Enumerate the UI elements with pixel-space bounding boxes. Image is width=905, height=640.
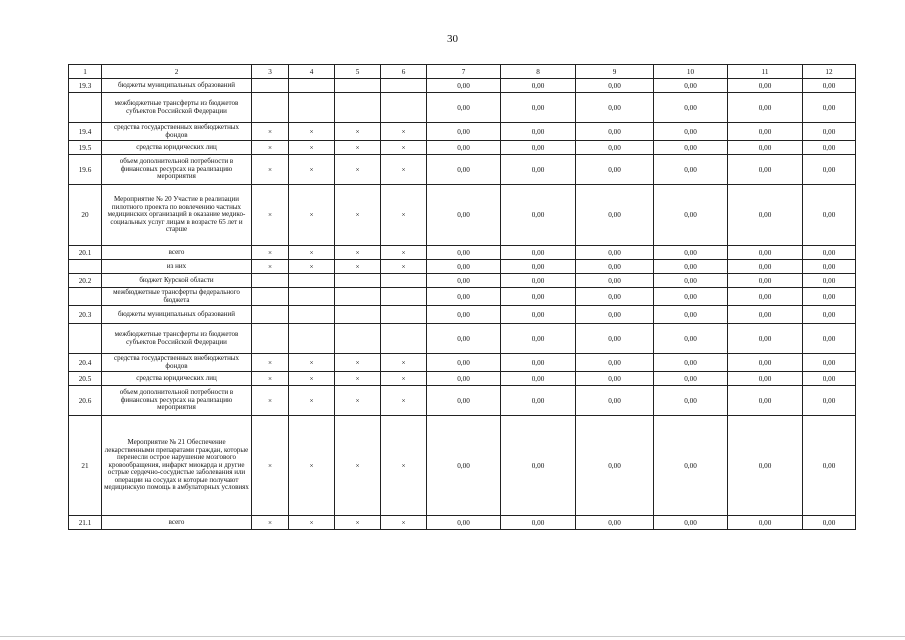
col3-cell [252,288,289,306]
value-cell: 0,00 [728,288,803,306]
col3-cell: × [252,354,289,372]
table-row [69,354,856,372]
col4-cell: × [289,416,335,516]
value-cell: 0,00 [728,260,803,274]
value-cell: 0,00 [576,416,654,516]
value-cell: 0,00 [803,185,856,246]
value-cell: 0,00 [427,185,501,246]
row-number-cell [69,260,102,274]
value-cell: 0,00 [803,141,856,155]
value-cell: 0,00 [501,386,576,416]
table-row [69,324,856,354]
col3-cell: × [252,185,289,246]
col3-cell: × [252,155,289,185]
column-header: 3 [252,65,289,79]
value-cell: 0,00 [427,288,501,306]
value-cell: 0,00 [654,324,728,354]
col5-cell [335,79,381,93]
col3-cell [252,93,289,123]
value-cell: 0,00 [803,516,856,530]
row-description-cell: из них [102,260,252,274]
col4-cell: × [289,185,335,246]
value-cell: 0,00 [501,155,576,185]
col6-cell: × [381,372,427,386]
value-cell: 0,00 [728,274,803,288]
table-row [69,79,856,93]
value-cell: 0,00 [576,246,654,260]
value-cell: 0,00 [576,372,654,386]
col3-cell: × [252,416,289,516]
column-header: 5 [335,65,381,79]
value-cell: 0,00 [803,274,856,288]
row-number-cell [69,93,102,123]
col5-cell: × [335,386,381,416]
value-cell: 0,00 [501,79,576,93]
row-number-cell [69,288,102,306]
row-description-cell: всего [102,246,252,260]
row-description-cell: средства государственных внебюджетных фондов [102,354,252,372]
row-number-cell [69,324,102,354]
row-number-cell: 21.1 [69,516,102,530]
table-row [69,141,856,155]
value-cell: 0,00 [576,274,654,288]
col6-cell [381,306,427,324]
table-row [69,306,856,324]
row-description-cell: объем дополнительной потребности в финансовых ресурсах на реализацию мероприятия [102,155,252,185]
value-cell: 0,00 [654,306,728,324]
table-row [69,246,856,260]
row-number-cell: 20.6 [69,386,102,416]
value-cell: 0,00 [427,246,501,260]
col4-cell: × [289,246,335,260]
value-cell: 0,00 [728,246,803,260]
value-cell: 0,00 [728,416,803,516]
value-cell: 0,00 [803,79,856,93]
value-cell: 0,00 [427,416,501,516]
col6-cell: × [381,260,427,274]
col5-cell: × [335,416,381,516]
row-number-cell: 19.4 [69,123,102,141]
value-cell: 0,00 [803,416,856,516]
col5-cell: × [335,354,381,372]
col3-cell: × [252,260,289,274]
value-cell: 0,00 [427,386,501,416]
col5-cell [335,93,381,123]
col4-cell [289,324,335,354]
value-cell: 0,00 [654,386,728,416]
value-cell: 0,00 [427,516,501,530]
col4-cell: × [289,155,335,185]
value-cell: 0,00 [576,155,654,185]
budget-table [68,64,856,530]
value-cell: 0,00 [576,306,654,324]
col6-cell [381,79,427,93]
col5-cell: × [335,123,381,141]
row-number-cell: 19.3 [69,79,102,93]
col6-cell: × [381,516,427,530]
value-cell: 0,00 [576,324,654,354]
column-header: 2 [102,65,252,79]
col3-cell: × [252,372,289,386]
value-cell: 0,00 [654,93,728,123]
table-row [69,185,856,246]
value-cell: 0,00 [803,155,856,185]
value-cell: 0,00 [427,274,501,288]
row-description-cell: межбюджетные трансферты из бюджетов субъектов Российской Федерации [102,324,252,354]
row-description-cell: бюджет Курской области [102,274,252,288]
table-row [69,372,856,386]
col6-cell: × [381,123,427,141]
value-cell: 0,00 [427,324,501,354]
column-header: 11 [728,65,803,79]
column-header: 9 [576,65,654,79]
value-cell: 0,00 [728,155,803,185]
row-description-cell: бюджеты муниципальных образований [102,306,252,324]
value-cell: 0,00 [654,260,728,274]
row-description-cell: всего [102,516,252,530]
table-row [69,274,856,288]
col4-cell: × [289,386,335,416]
value-cell: 0,00 [803,306,856,324]
value-cell: 0,00 [803,260,856,274]
row-description-cell: средства государственных внебюджетных фондов [102,123,252,141]
row-number-cell: 20.4 [69,354,102,372]
col4-cell: × [289,372,335,386]
col5-cell: × [335,260,381,274]
value-cell: 0,00 [654,246,728,260]
row-description-cell: Мероприятие № 20 Участие в реализации пилотного проекта по вовлечению частных медицинских организаций в оказание медико-социальных услуг лицам в возрасте 65 лет и старше [102,185,252,246]
col4-cell: × [289,354,335,372]
value-cell: 0,00 [427,354,501,372]
value-cell: 0,00 [501,354,576,372]
column-header: 1 [69,65,102,79]
col6-cell [381,274,427,288]
column-header: 6 [381,65,427,79]
value-cell: 0,00 [427,123,501,141]
row-number-cell: 20.2 [69,274,102,288]
col4-cell: × [289,516,335,530]
value-cell: 0,00 [728,79,803,93]
value-cell: 0,00 [576,93,654,123]
col4-cell [289,93,335,123]
row-number-cell: 20.3 [69,306,102,324]
value-cell: 0,00 [654,274,728,288]
value-cell: 0,00 [576,123,654,141]
value-cell: 0,00 [501,416,576,516]
column-header: 7 [427,65,501,79]
col6-cell [381,288,427,306]
value-cell: 0,00 [576,354,654,372]
value-cell: 0,00 [501,185,576,246]
table-row [69,516,856,530]
col6-cell: × [381,386,427,416]
col6-cell: × [381,416,427,516]
value-cell: 0,00 [501,246,576,260]
value-cell: 0,00 [803,354,856,372]
column-header: 8 [501,65,576,79]
value-cell: 0,00 [728,123,803,141]
header-row [69,65,856,79]
col5-cell: × [335,185,381,246]
value-cell: 0,00 [728,354,803,372]
value-cell: 0,00 [654,141,728,155]
row-description-cell: объем дополнительной потребности в финансовых ресурсах на реализацию мероприятия [102,386,252,416]
row-number-cell: 19.6 [69,155,102,185]
value-cell: 0,00 [728,516,803,530]
col3-cell [252,324,289,354]
value-cell: 0,00 [576,185,654,246]
page-number: 30 [447,33,458,45]
value-cell: 0,00 [728,141,803,155]
col5-cell [335,306,381,324]
value-cell: 0,00 [576,79,654,93]
row-number-cell: 21 [69,416,102,516]
col5-cell: × [335,516,381,530]
value-cell: 0,00 [501,141,576,155]
table-body [69,65,856,530]
value-cell: 0,00 [576,141,654,155]
col5-cell: × [335,246,381,260]
col5-cell [335,288,381,306]
col4-cell [289,306,335,324]
value-cell: 0,00 [803,386,856,416]
row-description-cell: межбюджетные трансферты из бюджетов субъектов Российской Федерации [102,93,252,123]
table-row [69,93,856,123]
col6-cell: × [381,246,427,260]
value-cell: 0,00 [501,288,576,306]
value-cell: 0,00 [501,516,576,530]
col6-cell: × [381,155,427,185]
col4-cell [289,288,335,306]
value-cell: 0,00 [728,386,803,416]
value-cell: 0,00 [728,306,803,324]
value-cell: 0,00 [576,516,654,530]
value-cell: 0,00 [803,93,856,123]
value-cell: 0,00 [427,93,501,123]
col3-cell [252,306,289,324]
value-cell: 0,00 [728,372,803,386]
value-cell: 0,00 [654,123,728,141]
col5-cell [335,274,381,288]
value-cell: 0,00 [427,306,501,324]
budget-table-container [68,64,855,530]
value-cell: 0,00 [427,155,501,185]
value-cell: 0,00 [576,386,654,416]
row-number-cell: 20.1 [69,246,102,260]
table-row [69,155,856,185]
value-cell: 0,00 [501,93,576,123]
row-description-cell: средства юридических лиц [102,141,252,155]
col6-cell: × [381,185,427,246]
col5-cell: × [335,141,381,155]
col3-cell [252,274,289,288]
value-cell: 0,00 [501,372,576,386]
value-cell: 0,00 [427,372,501,386]
col6-cell [381,324,427,354]
value-cell: 0,00 [803,372,856,386]
value-cell: 0,00 [728,93,803,123]
table-row [69,288,856,306]
scan-edge-line [0,636,905,637]
value-cell: 0,00 [576,288,654,306]
value-cell: 0,00 [654,185,728,246]
col4-cell [289,79,335,93]
value-cell: 0,00 [654,516,728,530]
value-cell: 0,00 [803,288,856,306]
row-number-cell: 19.5 [69,141,102,155]
value-cell: 0,00 [427,260,501,274]
value-cell: 0,00 [803,123,856,141]
value-cell: 0,00 [427,79,501,93]
col3-cell: × [252,386,289,416]
col6-cell: × [381,354,427,372]
column-header: 12 [803,65,856,79]
row-description-cell: средства юридических лиц [102,372,252,386]
col6-cell: × [381,141,427,155]
value-cell: 0,00 [654,416,728,516]
col3-cell: × [252,141,289,155]
col3-cell [252,79,289,93]
column-header: 4 [289,65,335,79]
value-cell: 0,00 [576,260,654,274]
col4-cell: × [289,123,335,141]
value-cell: 0,00 [654,354,728,372]
col4-cell: × [289,260,335,274]
col4-cell [289,274,335,288]
value-cell: 0,00 [654,155,728,185]
row-description-cell: межбюджетные трансферты федерального бюджета [102,288,252,306]
value-cell: 0,00 [501,123,576,141]
table-row [69,416,856,516]
value-cell: 0,00 [803,324,856,354]
value-cell: 0,00 [654,79,728,93]
value-cell: 0,00 [728,185,803,246]
col3-cell: × [252,246,289,260]
row-number-cell: 20 [69,185,102,246]
col6-cell [381,93,427,123]
col5-cell: × [335,372,381,386]
col3-cell: × [252,516,289,530]
col5-cell: × [335,155,381,185]
value-cell: 0,00 [654,372,728,386]
col5-cell [335,324,381,354]
value-cell: 0,00 [654,288,728,306]
value-cell: 0,00 [728,324,803,354]
value-cell: 0,00 [803,246,856,260]
row-description-cell: бюджеты муниципальных образований [102,79,252,93]
value-cell: 0,00 [501,260,576,274]
col4-cell: × [289,141,335,155]
table-row [69,260,856,274]
column-header: 10 [654,65,728,79]
table-row [69,386,856,416]
value-cell: 0,00 [501,274,576,288]
value-cell: 0,00 [427,141,501,155]
value-cell: 0,00 [501,306,576,324]
col3-cell: × [252,123,289,141]
value-cell: 0,00 [501,324,576,354]
row-description-cell: Мероприятие № 21 Обеспечение лекарственными препаратами граждан, которые перенесли острое нарушение мозгового кровообращения, инфаркт миокарда и другие острые сердечно-сосудистые заболевания или операции на сосудах и которые получают медицинскую помощь в амбулаторных условиях [102,416,252,516]
table-row [69,123,856,141]
row-number-cell: 20.5 [69,372,102,386]
